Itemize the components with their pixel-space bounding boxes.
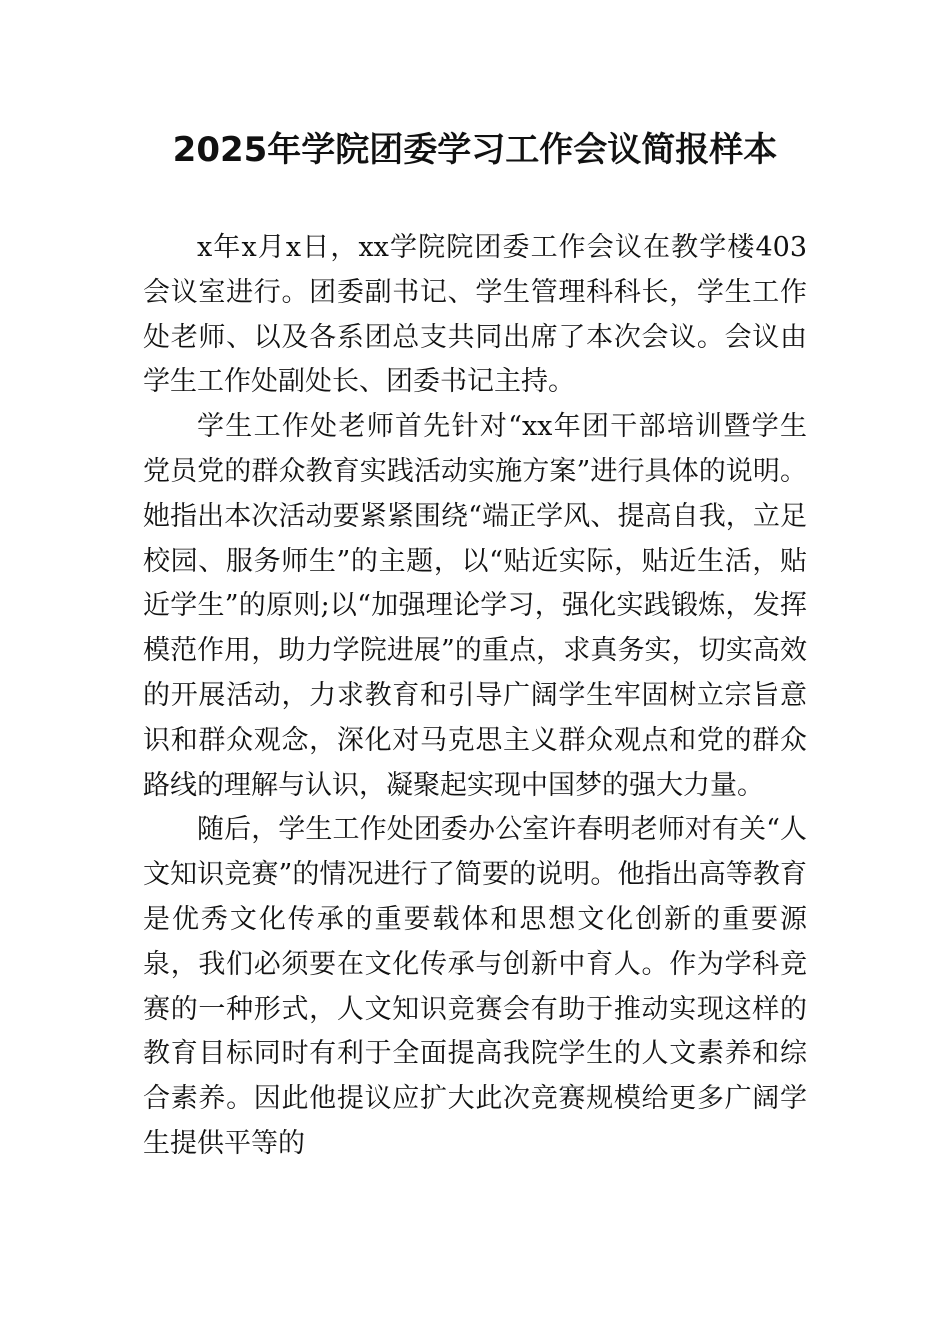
paragraph-training-plan: 学生工作处老师首先针对“xx年团干部培训暨学生党员党的群众教育实践活动实施方案”进行具体的说明。她指出本次活动要紧紧围绕“端正学风、提高自我，立足校园、服务师生”的主题，以“贴近实际，贴近生活，贴近学生”的原则;以“加强理论学习，强化实践锻炼，发挥模范作用，助力学院进展”的重点，求真务实，切实高效的开展活动，力求教育和引导广阔学生牢固树立宗旨意识和群众观念，深化对马克思主义群众观点和党的群众路线的理解与认识，凝聚起实现中国梦的强大力量。 [143,411,807,801]
document-body [143,226,807,1167]
paragraph-meeting-overview: x年x月x日，xx学院院团委工作会议在教学楼403会议室进行。团委副书记、学生管理科科长，学生工作处老师、以及各系团总支共同出席了本次会议。会议由学生工作处副处长、团委书记主持。 [143,232,807,398]
document-title: 2025年学院团委学习工作会议简报样本 [172,130,778,170]
paragraph-knowledge-contest: 随后，学生工作处团委办公室许春明老师对有关“人文知识竞赛”的情况进行了简要的说明。他指出高等教育是优秀文化传承的重要载体和思想文化创新的重要源泉，我们必须要在文化传承与创新中育人。作为学科竞赛的一种形式，人文知识竞赛会有助于推动实现这样的教育目标同时有利于全面提高我院学生的人文素养和综合素养。因此他提议应扩大此次竞赛规模给更多广阔学生提供平等的 [143,814,807,1159]
